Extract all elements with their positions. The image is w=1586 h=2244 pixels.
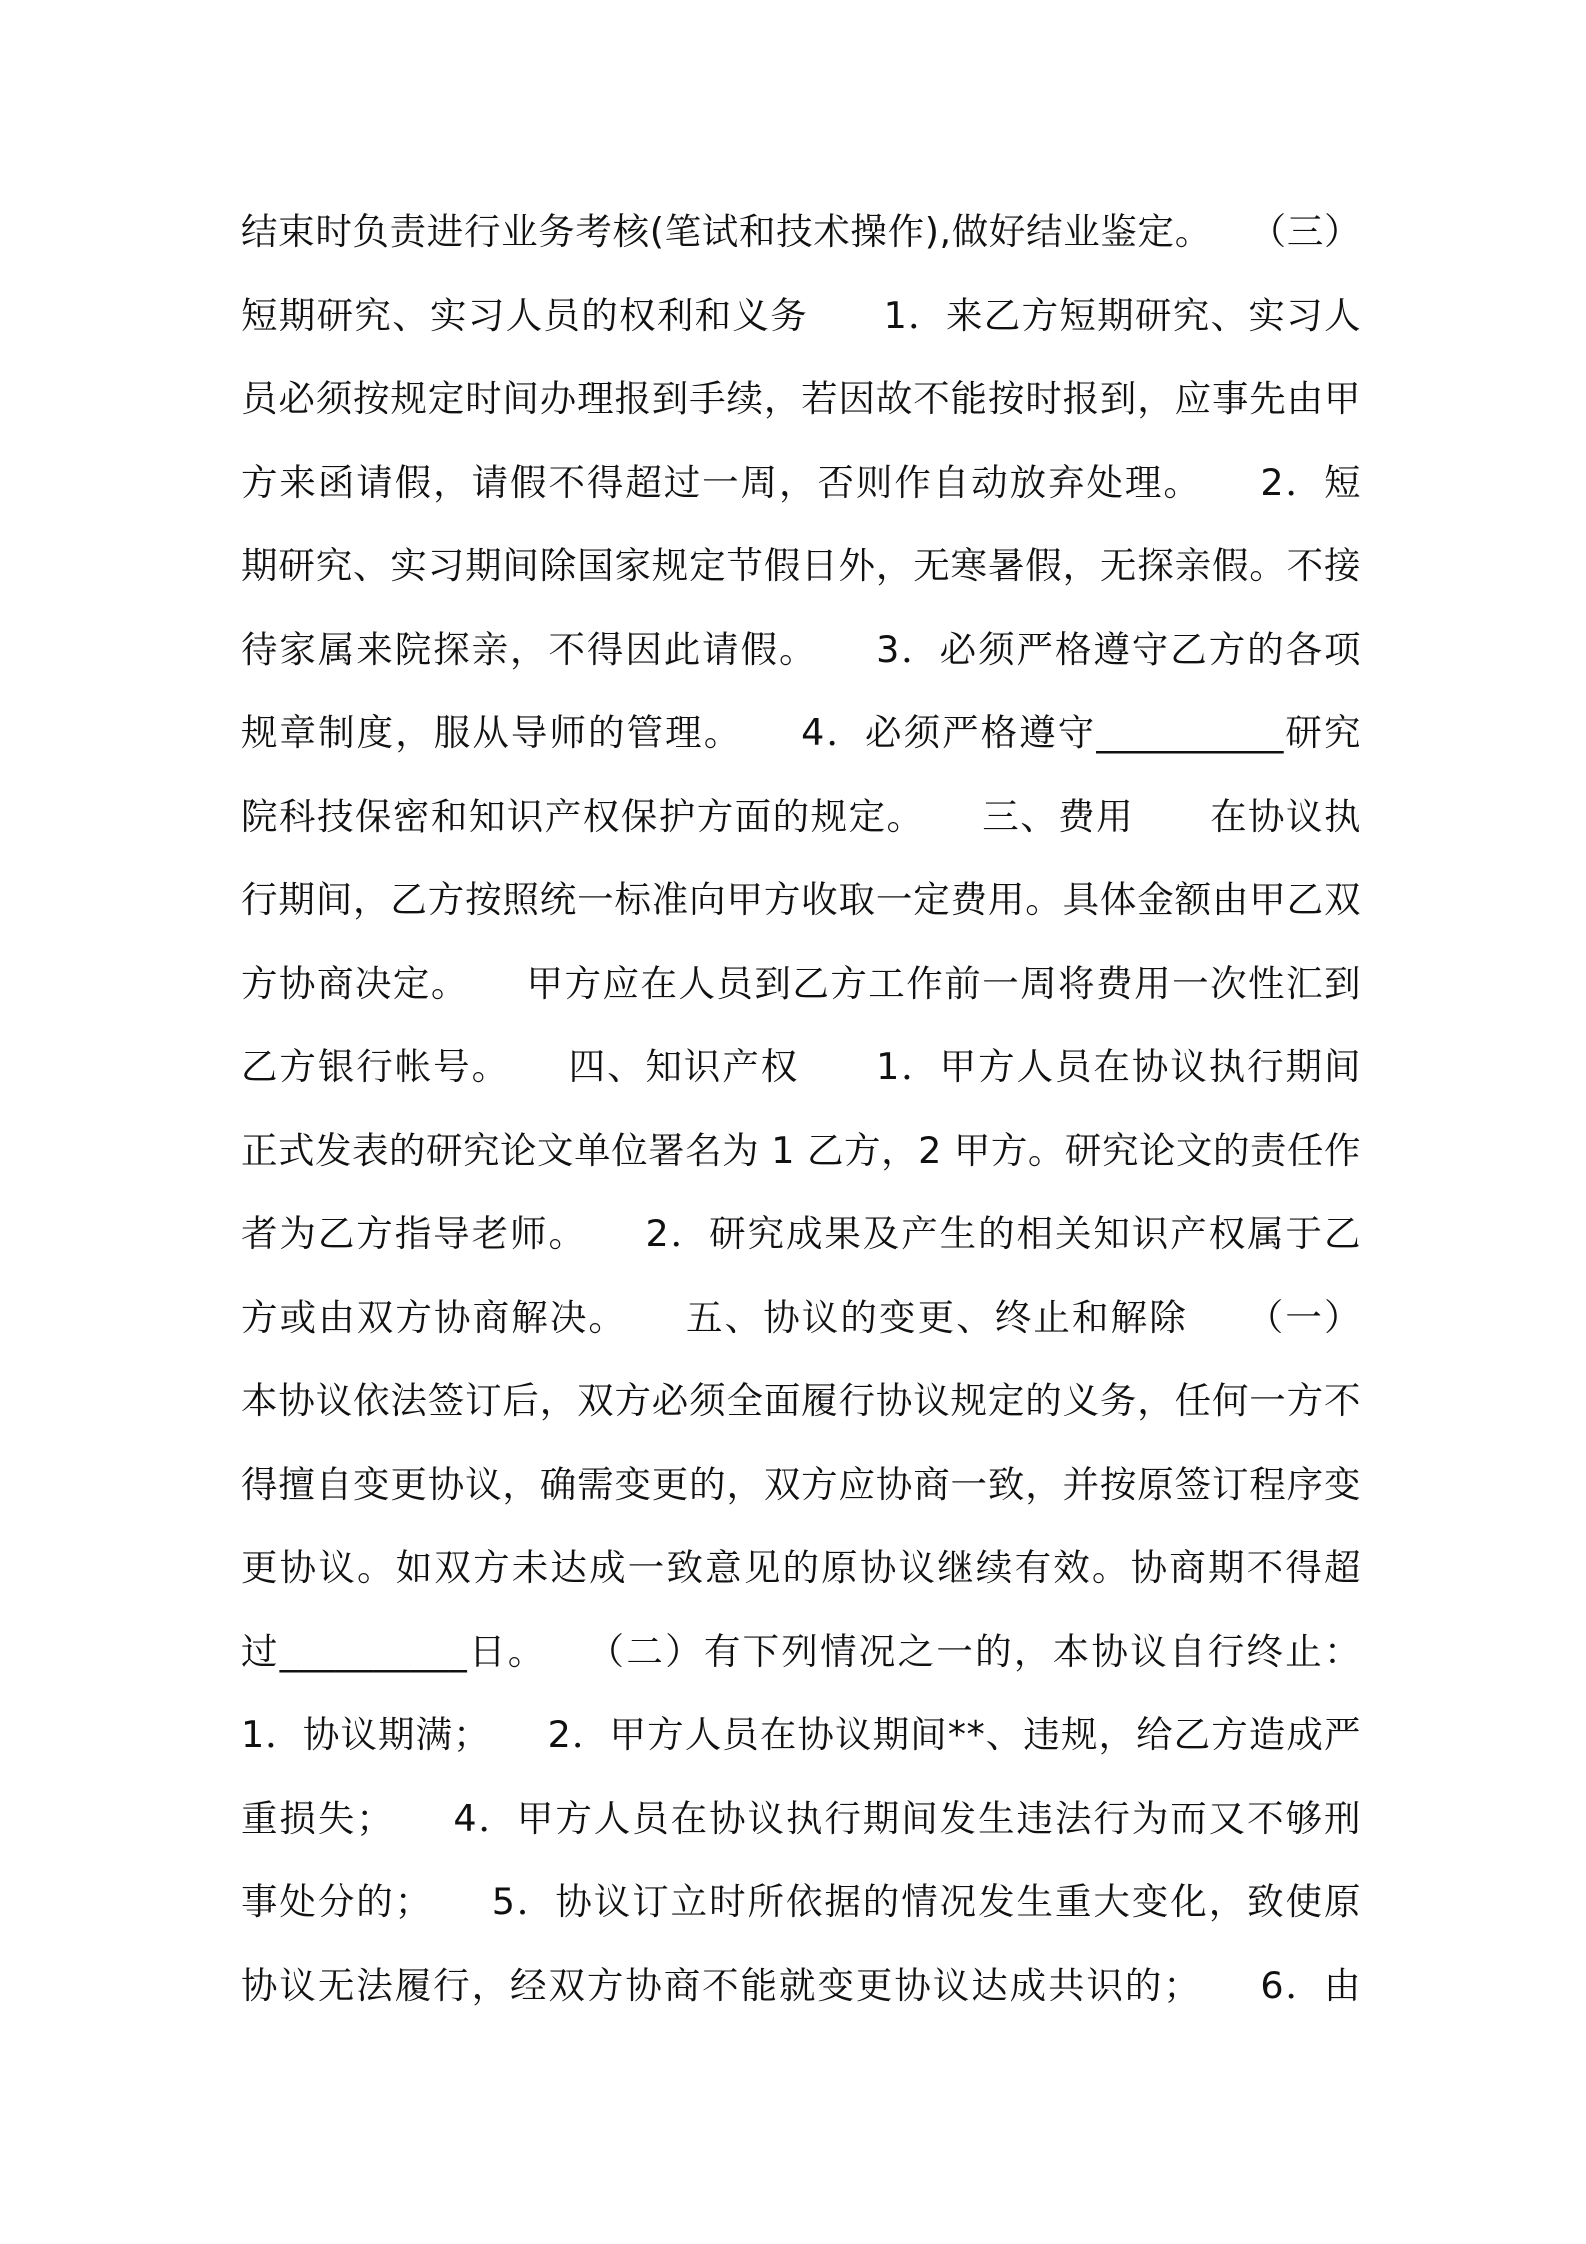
text-line: 院科技保密和知识产权保护方面的规定。 三、费用 在协议执 [241,794,1361,838]
text-line: 员必须按规定时间办理报到手续，若因故不能按时报到，应事先由甲 [241,377,1361,420]
text-line: 结束时负责进行业务考核(笔试和技术操作),做好结业鉴定。 （三） [241,210,1361,253]
text-line: 行期间，乙方按照统一标准向甲方收取一定费用。具体金额由甲乙双 [241,878,1361,921]
text-line: 乙方银行帐号。 四、知识产权 1．甲方人员在协议执行期间 [241,1045,1361,1088]
text-line: 方或由双方协商解决。 五、协议的变更、终止和解除 （一） [241,1295,1361,1339]
text-line: 短期研究、实习人员的权利和义务 1．来乙方短期研究、实习人 [241,293,1361,337]
text-line: 者为乙方指导老师。 2．研究成果及产生的相关知识产权属于乙 [241,1212,1361,1255]
text-line: 过__________日。 （二）有下列情况之一的，本协议自行终止： [241,1629,1361,1673]
text-line: 规章制度，服从导师的管理。 4．必须严格遵守__________研究 [241,711,1361,754]
text-line: 正式发表的研究论文单位署名为 1 乙方，2 甲方。研究论文的责任作 [241,1128,1361,1172]
text-line: 协议无法履行，经双方协商不能就变更协议达成共识的； 6．由 [241,1963,1361,2007]
text-line: 期研究、实习期间除国家规定节假日外，无寒暑假，无探亲假。不接 [241,544,1361,587]
text-line: 方协商决定。 甲方应在人员到乙方工作前一周将费用一次性汇到 [241,961,1361,1005]
text-line: 待家属来院探亲，不得因此请假。 3．必须严格遵守乙方的各项 [241,627,1361,671]
text-line: 得擅自变更协议，确需变更的，双方应协商一致，并按原签订程序变 [241,1462,1361,1506]
text-line: 本协议依法签订后，双方必须全面履行协议规定的义务，任何一方不 [241,1379,1361,1422]
text-line: 方来函请假，请假不得超过一周，否则作自动放弃处理。 2．短 [241,460,1361,504]
text-line: 1．协议期满； 2．甲方人员在协议期间**、违规，给乙方造成严 [241,1713,1361,1756]
text-line: 事处分的； 5．协议订立时所依据的情况发生重大变化，致使原 [241,1880,1361,1923]
text-line: 更协议。如双方未达成一致意见的原协议继续有效。协商期不得超 [241,1546,1361,1589]
text-line: 重损失； 4．甲方人员在协议执行期间发生违法行为而又不够刑 [241,1796,1361,1840]
document-body [241,198,1361,2035]
